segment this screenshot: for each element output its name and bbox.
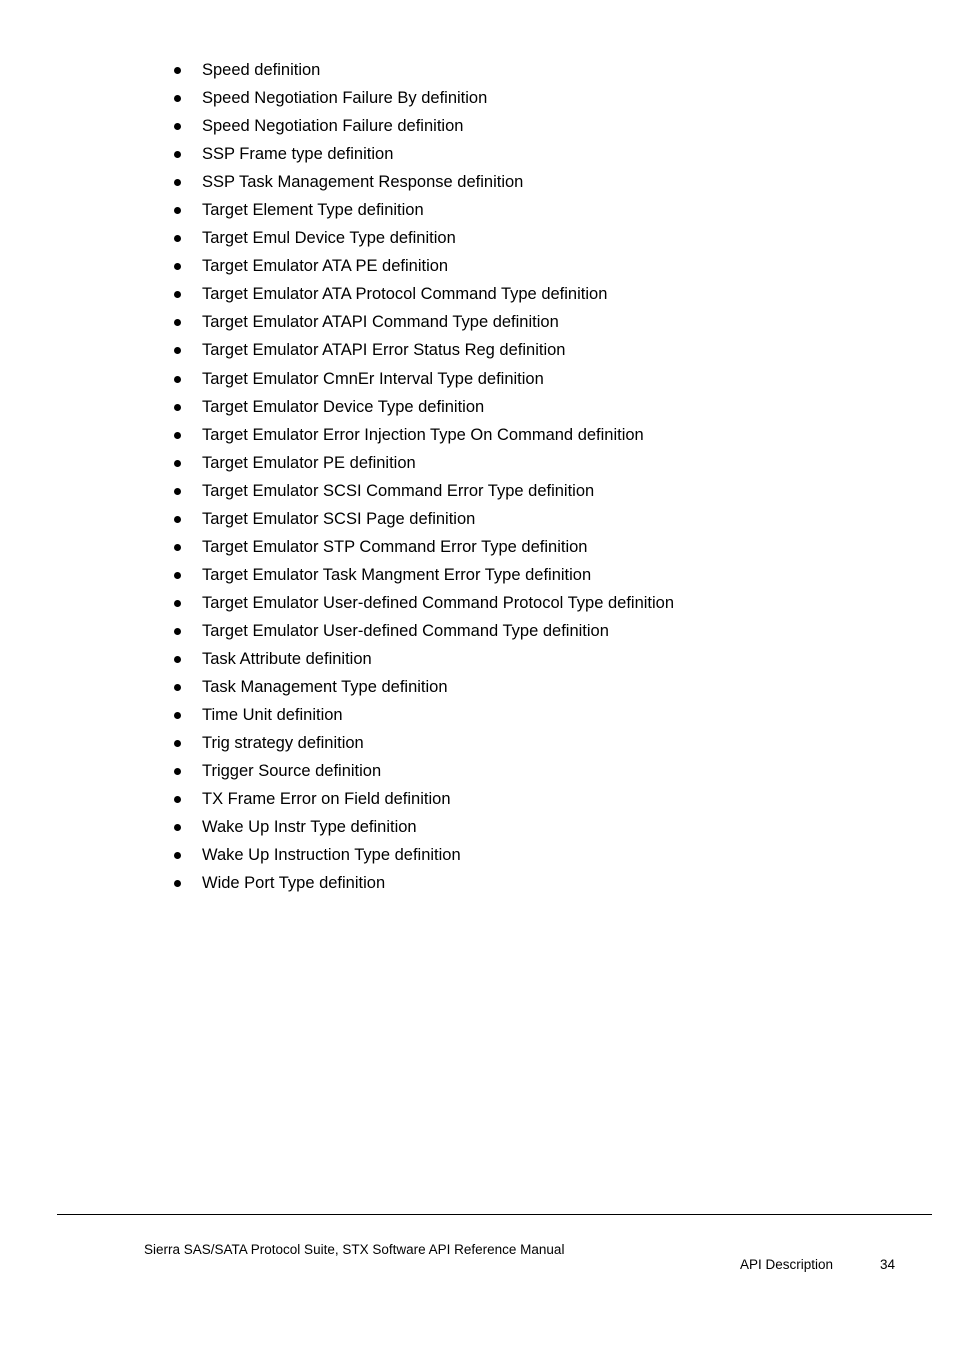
list-item-text: Target Emulator User-defined Command Protocol Type definition [202,593,675,612]
bullet-icon [174,600,181,607]
list-item-text: Target Emulator SCSI Command Error Type definition [202,481,595,500]
bullet-icon [174,460,181,467]
list-item-text: Target Emulator User-defined Command Type definition [202,621,609,640]
list-item [0,645,674,673]
list-item [0,701,674,729]
footer-manual-title: Sierra SAS/SATA Protocol Suite, STX Software API Reference Manual [144,1242,565,1257]
bullet-icon [174,656,181,663]
list-item [0,533,674,561]
list-item [0,505,674,533]
list-item [0,617,674,645]
list-item-text: Time Unit definition [202,706,343,725]
bullet-icon [174,880,181,887]
list-item-text: SSP Task Management Response definition [202,173,524,192]
list-item [0,673,674,701]
list-item-text: TX Frame Error on Field definition [202,790,451,809]
list-item [0,252,674,280]
list-item [0,561,674,589]
list-item [0,224,674,252]
bullet-icon [174,796,181,803]
list-item-text: Target Emulator Device Type definition [202,397,485,416]
list-item [0,168,674,196]
bullet-icon [174,291,181,298]
bullet-icon [174,684,181,691]
list-item-text: Target Emulator STP Command Error Type definition [202,537,588,556]
list-item [0,336,674,364]
list-item [0,112,674,140]
list-item-text: Wide Port Type definition [202,874,386,893]
list-item-text: Target Emulator ATA Protocol Command Type definition [202,285,608,304]
list-item-text: SSP Frame type definition [202,145,394,164]
bullet-icon [174,572,181,579]
list-item [0,449,674,477]
list-item [0,280,674,308]
list-item-text: Target Emulator SCSI Page definition [202,509,476,528]
bullet-icon [174,628,181,635]
bullet-icon [174,544,181,551]
list-item-text: Target Emulator Error Injection Type On Command definition [202,425,644,444]
bullet-icon [174,151,181,158]
bullet-icon [174,516,181,523]
list-item [0,56,674,84]
bullet-icon [174,768,181,775]
list-item [0,393,674,421]
list-item [0,365,674,393]
footer-section-name: API Description [740,1257,834,1272]
list-item-text: Target Emulator ATA PE definition [202,257,449,276]
bullet-icon [174,123,181,130]
list-item [0,841,674,869]
list-item-text: Task Attribute definition [202,649,372,668]
bullet-icon [174,824,181,831]
bullet-icon [174,179,181,186]
list-item [0,84,674,112]
bullet-icon [174,852,181,859]
list-item [0,308,674,336]
footer-page-number: 34 [880,1257,896,1272]
bullet-icon [174,319,181,326]
list-item [0,421,674,449]
list-item [0,757,674,785]
footer-divider [57,1214,932,1215]
list-item-text: Wake Up Instruction Type definition [202,846,461,865]
bullet-icon [174,347,181,354]
list-item-text: Target Emul Device Type definition [202,229,456,248]
bullet-icon [174,207,181,214]
list-item-text: Speed definition [202,61,321,79]
bullet-icon [174,404,181,411]
list-item-text: Trigger Source definition [202,762,382,781]
list-item-text: Target Emulator CmnEr Interval Type definition [202,369,544,388]
list-item-text: Target Emulator PE definition [202,453,416,472]
bullet-icon [174,95,181,102]
bullet-icon [174,740,181,747]
bullet-icon [174,235,181,242]
list-item-text: Target Emulator Task Mangment Error Type definition [202,565,592,584]
definition-bullet-list [0,56,674,897]
list-item [0,196,674,224]
bullet-icon [174,432,181,439]
list-item-text: Target Emulator ATAPI Error Status Reg definition [202,341,566,360]
list-item [0,589,674,617]
bullet-icon [174,263,181,270]
list-item-text: Trig strategy definition [202,734,364,753]
list-item [0,813,674,841]
list-item [0,729,674,757]
list-item-text: Target Emulator ATAPI Command Type definition [202,313,559,332]
bullet-icon [174,488,181,495]
list-item-text: Speed Negotiation Failure By definition [202,89,488,108]
list-item-text: Target Element Type definition [202,201,424,220]
list-item-text: Speed Negotiation Failure definition [202,117,464,136]
list-item [0,140,674,168]
list-item [0,477,674,505]
bullet-icon [174,67,181,74]
bullet-icon [174,376,181,383]
list-item-text: Task Management Type definition [202,678,448,697]
list-item [0,785,674,813]
bullet-icon [174,712,181,719]
list-item [0,869,674,897]
list-item-text: Wake Up Instr Type definition [202,818,417,837]
